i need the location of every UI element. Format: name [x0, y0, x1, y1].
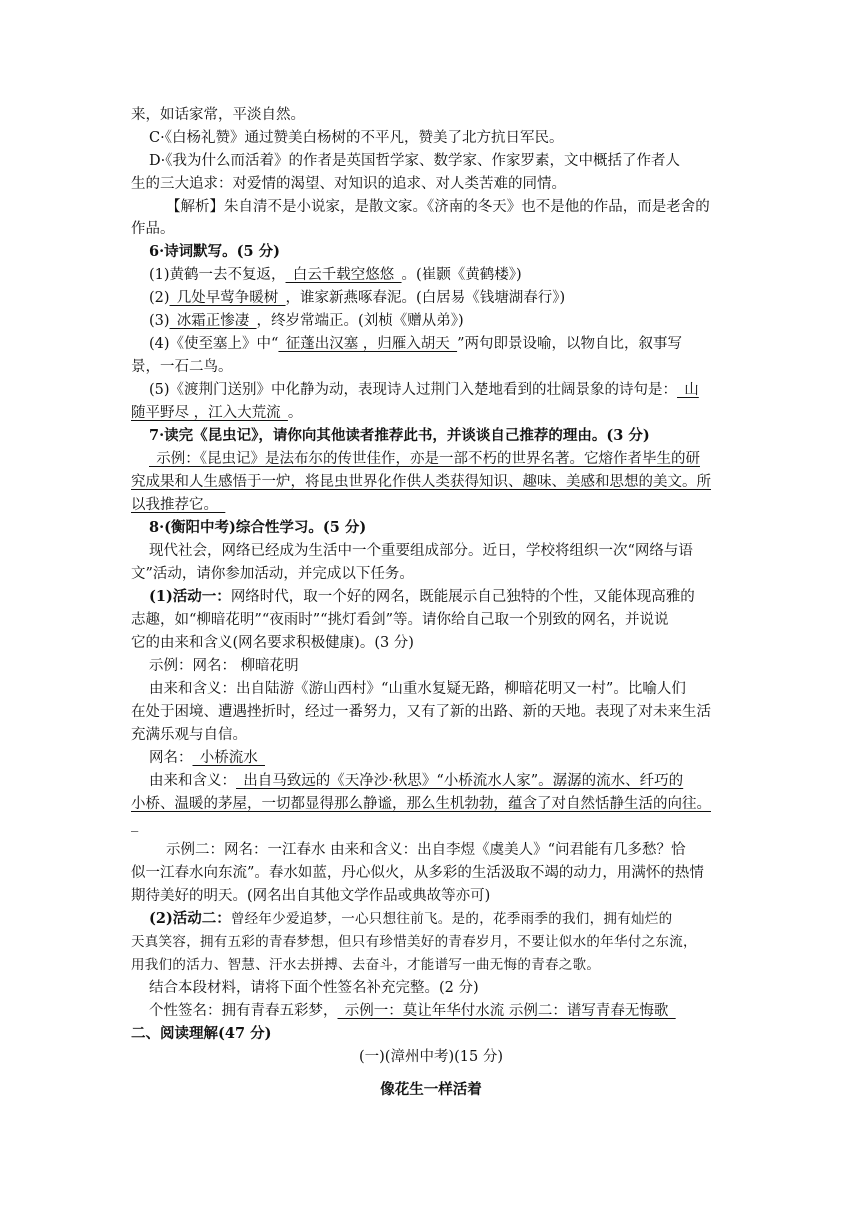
activity-label: (1)活动一： — [149, 588, 231, 605]
text: 。 — [287, 405, 303, 421]
text-line — [131, 174, 731, 194]
text: D·《我为什么而活着》的作者是英国哲学家、数学家、作家罗素，文中概括了作者人 — [149, 153, 680, 169]
text: 它的由来和含义(网名要求积极健康)。(3 分) — [131, 635, 414, 651]
text-line — [131, 105, 731, 125]
text: 【解析】朱自清不是小说家，是散文家。《济南的冬天》也不是他的作品，而是老舍的 — [166, 199, 710, 215]
text: 由来和含义：出自陆游《游山西村》“山重水复疑无路，柳暗花明又一村”。比喻人们 — [149, 681, 686, 697]
answer: _几处早莺争暖树_ — [169, 290, 286, 306]
question-title: 7·读完《昆虫记》，请你向其他读者推荐此书，并谈谈自己推荐的理由。(3 分) — [149, 427, 650, 444]
text: (4)《使至塞上》中“ — [149, 336, 279, 352]
activity-2 — [149, 909, 731, 929]
text: 来，如话家常，平淡自然。 — [131, 107, 305, 123]
text: (5)《渡荆门送别》中化静为动，表现诗人过荆门入楚地看到的壮阔景象的诗句是： — [149, 382, 678, 398]
text: 志趣，如“柳暗花明”“夜雨时”“挑灯看剑”等。请你给自己取一个别致的网名，并说说 — [131, 612, 669, 628]
activity-1 — [149, 587, 731, 607]
text-line — [131, 886, 731, 906]
text-line — [149, 978, 731, 998]
text-line — [131, 863, 731, 883]
text: 天真笑容，拥有五彩的青春梦想，但只有珍惜美好的青春岁月，不要让似水的年华付之东流， — [131, 934, 697, 950]
text-line — [131, 932, 731, 952]
answer: 随平野尽 ，江入大荒流_ — [131, 405, 288, 421]
example-2 — [166, 840, 731, 860]
q6-item-3 — [149, 311, 731, 331]
text: 网络时代，取一个好的网名，既能展示自己独特的个性，又能体现高雅的 — [230, 589, 695, 605]
q6-item-2 — [149, 288, 731, 308]
text-line — [149, 679, 731, 699]
text: 似一江春水向东流”。春水如蓝，丹心似火，从多彩的生活汲取不竭的动力，用满怀的热情 — [131, 865, 704, 881]
text: ，谁家新燕啄春泥。(白居易《钱塘湖春行》) — [285, 290, 566, 306]
title-text: 像花生一样活着 — [380, 1082, 482, 1098]
answer: _出自马致远的《天净沙·秋思》“小桥流水人家”。潺潺的流水、纤巧的 — [236, 773, 684, 789]
text: 景，一石二鸟。 — [131, 359, 233, 375]
text: 个性签名：拥有青春五彩梦， — [149, 1003, 338, 1019]
text: 示例：网名： 柳暗花明 — [149, 658, 299, 674]
text-line — [149, 656, 731, 676]
text-line — [131, 564, 731, 584]
text: (3) — [149, 313, 170, 329]
text-line — [131, 610, 731, 630]
net-name-answer — [149, 748, 731, 768]
text: C·《白杨礼赞》通过赞美白杨树的不平凡，赞美了北方抗日军民。 — [149, 130, 564, 146]
heading-text: 二、阅读理解(47 分) — [131, 1025, 272, 1042]
text: 曾经年少爱追梦，一心只想往前飞。是的，花季雨季的我们，拥有灿烂的 — [230, 911, 673, 927]
text: 作品。 — [131, 221, 175, 237]
answer: _山 — [677, 382, 699, 398]
answer-line — [131, 472, 731, 492]
question-title: 8·(衡阳中考)综合性学习。(5 分) — [149, 519, 367, 536]
article-title — [131, 1080, 731, 1100]
text: 在处于困境、遭遇挫折时，经过一番努力，又有了新的出路、新的天地。表现了对未来生活 — [131, 704, 711, 720]
answer-line — [131, 794, 731, 814]
question-8 — [149, 518, 731, 538]
answer: _示例一：莫让年华付水流 示例二：谱写青春无悔歌_ — [337, 1003, 676, 1019]
text-line — [131, 403, 731, 423]
answer: _示例：《昆虫记》是法布尔的传世佳作，亦是一部不朽的世界名著。它熔作者毕生的研 — [149, 451, 700, 467]
text-line — [131, 955, 731, 975]
answer-line — [149, 449, 731, 469]
sub-heading — [131, 1047, 731, 1067]
heading-text: (一)(漳州中考)(15 分) — [358, 1049, 503, 1065]
text-line — [131, 357, 731, 377]
option-d — [149, 151, 731, 171]
q6-item-1 — [149, 265, 731, 285]
answer: _征蓬出汉塞 ，归雁入胡天_ — [278, 336, 458, 352]
answer: _白云千载空悠悠_ — [285, 267, 402, 283]
text-line — [131, 702, 731, 722]
answer: _小桥流水_ — [192, 750, 265, 766]
q6-item-4 — [149, 334, 731, 354]
text-line — [131, 725, 731, 745]
text: (2) — [149, 290, 170, 306]
text: 结合本段材料，请将下面个性签名补充完整。(2 分) — [149, 980, 479, 996]
text: ”两句即景设喻，以物自比，叙事写 — [457, 336, 682, 352]
text: 充满乐观与自信。 — [131, 727, 247, 743]
section-heading — [131, 1024, 731, 1044]
answer: _ — [131, 816, 139, 832]
text: 文”活动，请你参加活动，并完成以下任务。 — [131, 566, 414, 582]
signature-answer — [149, 1001, 731, 1021]
answer: 以我推荐它。_ — [131, 497, 226, 513]
question-7 — [149, 426, 731, 446]
answer-line — [131, 814, 731, 834]
option-c — [149, 128, 731, 148]
answer-line — [131, 495, 731, 515]
text: (1)黄鹤一去不复返， — [149, 267, 286, 283]
text-line — [149, 541, 731, 561]
analysis — [166, 197, 731, 217]
text: 生的三大追求：对爱情的渴望、对知识的追求、对人类苦难的同情。 — [131, 176, 566, 192]
answer: 究成果和人生感悟于一炉，将昆虫世界化作供人类获得知识、趣味、美感和思想的美文。所 — [131, 474, 711, 490]
text: 现代社会，网络已经成为生活中一个重要组成部分。近日，学校将组织一次“网络与语 — [149, 543, 693, 559]
text: 网名： — [149, 750, 193, 766]
text: 。(崔颢《黄鹤楼》) — [401, 267, 522, 283]
text: 用我们的活力、智慧、汗水去拼搏、去奋斗，才能谱写一曲无悔的青春之歌。 — [131, 957, 601, 973]
text: ，终岁常端正。(刘桢《赠从弟》) — [256, 313, 464, 329]
question-title: 6·诗词默写。(5 分) — [149, 243, 280, 260]
text-line — [131, 219, 731, 239]
text-line — [131, 633, 731, 653]
text: 由来和含义： — [149, 773, 236, 789]
question-6 — [149, 242, 731, 262]
answer: _冰霜正惨凄_ — [169, 313, 257, 329]
activity-label: (2)活动二： — [149, 910, 231, 927]
answer: 小桥、温暖的茅屋，一切都显得那么静谧，那么生机勃勃，蕴含了对自然恬静生活的向往。 — [131, 796, 711, 812]
answer-line — [149, 771, 731, 791]
text: 期待美好的明天。(网名出自其他文学作品或典故等亦可) — [131, 888, 491, 904]
text: 示例二：网名：一江春水 由来和含义：出自李煜《虞美人》“问君能有几多愁？恰 — [166, 842, 686, 858]
q6-item-5 — [149, 380, 731, 400]
